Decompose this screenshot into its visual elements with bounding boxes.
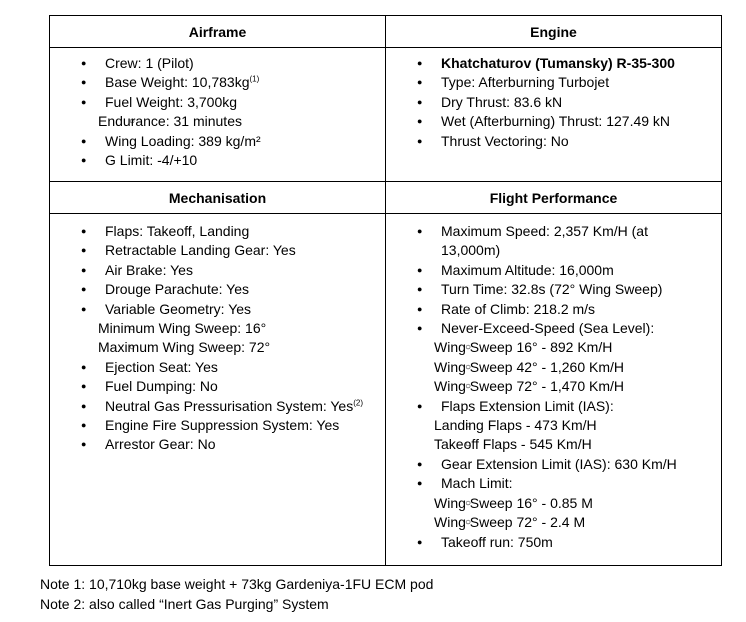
list-item [50, 377, 385, 396]
list-item [386, 474, 721, 532]
sub-list-item [50, 338, 385, 357]
list-item [50, 261, 385, 280]
engine-type-text: Type: Afterburning Turbojet [441, 74, 610, 91]
mach-limit-text: Mach Limit: [441, 475, 513, 492]
takeoff-run-text: Takeoff run: 750m [441, 533, 553, 550]
air-brake-text: Air Brake: Yes [105, 261, 193, 278]
landing-flaps-text: Landing Flaps - 473 Km/H [434, 417, 597, 434]
takeoff-flaps-text: Takeoff Flaps - 545 Km/H [434, 436, 592, 453]
list-item [386, 319, 721, 397]
note-2: Note 2: also called “Inert Gas Purging” System [40, 596, 329, 612]
mach-72-text: Wing Sweep 72° - 2.4 M [434, 514, 586, 531]
sub-list-item [386, 358, 721, 377]
sweep-sublist [98, 319, 385, 358]
fuel-dumping-text: Fuel Dumping: No [105, 378, 218, 395]
vne-text: Never-Exceed-Speed (Sea Level): [441, 320, 655, 337]
sub-list-item [386, 435, 721, 454]
climb-rate-text: Rate of Climb: 218.2 m/s [441, 300, 596, 317]
list-item [386, 397, 721, 455]
list-item [386, 132, 721, 151]
wet-thrust-text: Wet (Afterburning) Thrust: 127.49 kN [441, 113, 671, 130]
engine-list [386, 54, 721, 151]
airframe-cell [50, 48, 386, 182]
list-item [50, 151, 385, 170]
vne-72-text: Wing Sweep 72° - 1,470 Km/H [434, 378, 625, 395]
footnote-ref-1: (1) [249, 74, 260, 84]
engine-header: Engine [386, 16, 722, 48]
flight-performance-header: Flight Performance [386, 182, 722, 214]
mechanisation-list [50, 222, 385, 455]
list-item [50, 73, 385, 92]
base-weight-text: Base Weight: 10,783kg [105, 74, 250, 91]
list-item [50, 435, 385, 454]
variable-geometry-text: Variable Geometry: Yes [105, 300, 252, 317]
ejection-seat-text: Ejection Seat: Yes [105, 358, 218, 375]
list-item [50, 358, 385, 377]
thrust-vectoring-text: Thrust Vectoring: No [441, 132, 569, 149]
list-item [386, 93, 721, 112]
sub-list-item [386, 494, 721, 513]
max-speed-text: Maximum Speed: 2,357 Km/H (at 13,000m) [441, 223, 648, 259]
mach-sublist [434, 494, 721, 533]
list-item [50, 280, 385, 299]
airframe-header: Airframe [50, 16, 386, 48]
fuel-sublist [98, 112, 385, 131]
list-item [386, 112, 721, 131]
airframe-list [50, 54, 385, 170]
list-item [386, 222, 721, 261]
gear-limit-text: Gear Extension Limit (IAS): 630 Km/H [441, 455, 677, 472]
sub-list-item [386, 338, 721, 357]
mechanisation-header: Mechanisation [50, 182, 386, 214]
list-item [386, 73, 721, 92]
fuel-weight-text: Fuel Weight: 3,700kg [105, 93, 238, 110]
sub-list-item [386, 416, 721, 435]
dry-thrust-text: Dry Thrust: 83.6 kN [441, 93, 563, 110]
flaps-limit-text: Flaps Extension Limit (IAS): [441, 397, 614, 414]
note-1: Note 1: 10,710kg base weight + 73kg Gardeniya-1FU ECM pod [40, 576, 434, 592]
engine-cell [386, 48, 722, 182]
sub-list-item [386, 377, 721, 396]
content-row-2 [50, 214, 722, 566]
neutral-gas-text: Neutral Gas Pressurisation System: Yes [105, 397, 354, 414]
footnote-ref-2: (2) [353, 398, 364, 407]
flaps-sublist [434, 416, 721, 455]
footnotes [40, 574, 433, 614]
list-item [50, 132, 385, 151]
list-item [386, 300, 721, 319]
min-sweep-text: Minimum Wing Sweep: 16° [98, 320, 267, 337]
sub-list-item [386, 513, 721, 532]
arrestor-gear-text: Arrestor Gear: No [105, 436, 216, 453]
crew-text: Crew: 1 (Pilot) [105, 55, 194, 71]
max-sweep-text: Maximum Wing Sweep: 72° [98, 339, 271, 356]
list-item [50, 416, 385, 435]
list-item [50, 300, 385, 358]
list-item [50, 93, 385, 132]
sub-list-item [50, 112, 385, 131]
list-item [386, 280, 721, 299]
g-limit-text: G Limit: -4/+10 [105, 152, 198, 169]
list-item [386, 455, 721, 474]
sub-list-item [50, 319, 385, 338]
header-row-1 [50, 16, 722, 48]
engine-name-text: Khatchaturov (Tumansky) R-35-300 [441, 55, 675, 71]
list-item [50, 54, 385, 73]
list-item [386, 261, 721, 280]
list-item [50, 222, 385, 241]
list-item [50, 241, 385, 260]
flaps-text: Flaps: Takeoff, Landing [105, 223, 250, 239]
endurance-text: Endurance: 31 minutes [98, 113, 242, 130]
list-item [50, 397, 385, 416]
landing-gear-text: Retractable Landing Gear: Yes [105, 242, 296, 259]
content-row-1 [50, 48, 722, 182]
max-altitude-text: Maximum Altitude: 16,000m [441, 261, 614, 278]
mechanisation-cell [50, 214, 386, 566]
list-item [386, 54, 721, 73]
turn-time-text: Turn Time: 32.8s (72° Wing Sweep) [441, 281, 663, 298]
header-row-2 [50, 182, 722, 214]
list-item [386, 533, 721, 552]
fire-suppression-text: Engine Fire Suppression System: Yes [105, 417, 340, 434]
mach-16-text: Wing Sweep 16° - 0.85 M [434, 494, 593, 511]
vne-42-text: Wing Sweep 42° - 1,260 Km/H [434, 358, 625, 375]
wing-loading-text: Wing Loading: 389 kg/m² [105, 132, 261, 149]
drogue-text: Drouge Parachute: Yes [105, 281, 249, 298]
performance-list [386, 222, 721, 552]
vne-16-text: Wing Sweep 16° - 892 Km/H [434, 339, 613, 356]
performance-cell [386, 214, 722, 566]
spec-table [49, 15, 722, 566]
vne-sublist [434, 338, 721, 396]
